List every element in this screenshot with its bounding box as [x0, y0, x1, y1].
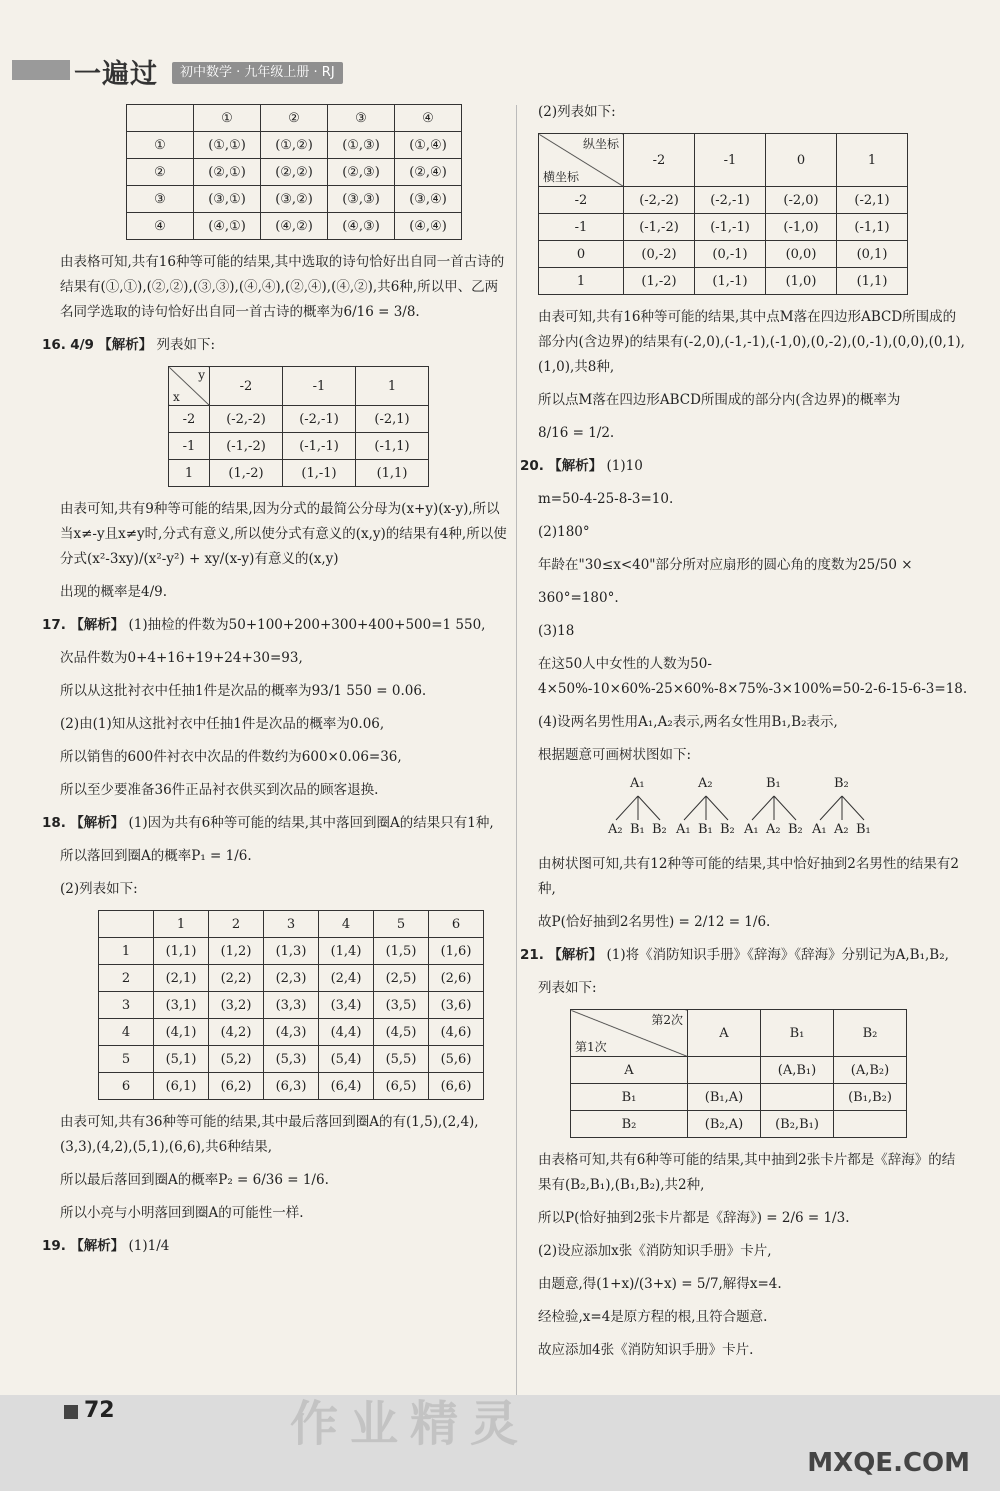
q19-l4: 所以点M落在四边形ABCD所围成的部分内(含边界)的概率为 — [538, 392, 901, 408]
table-cell — [688, 1057, 761, 1084]
table-cell: (1,6) — [429, 938, 484, 965]
table-cell: (1,1) — [154, 938, 209, 965]
table-cell: (④,②) — [261, 213, 328, 240]
table-cell: 1 — [154, 911, 209, 938]
q16-heading — [42, 333, 508, 358]
q18-table — [98, 910, 484, 1100]
q18-l3: (2)列表如下: — [60, 881, 138, 897]
tree-branch — [638, 796, 660, 820]
table-corner-cell — [539, 134, 624, 187]
table-cell: (3,4) — [319, 992, 374, 1019]
q19-number: 19. — [42, 1238, 66, 1254]
q21-l1: (1)将《消防知识手册》《辞海》《辞海》分别记为A,B₁,B₂, — [606, 947, 949, 963]
table-cell: 0 — [766, 134, 837, 187]
page-header — [0, 0, 1000, 92]
tree-root: A₂ — [698, 776, 713, 791]
table-cell: -2 — [539, 187, 624, 214]
table-cell: (4,5) — [374, 1019, 429, 1046]
table-cell: (1,2) — [209, 938, 264, 965]
tree-leaf: A₂ — [608, 822, 623, 837]
table-cell: (-1,-1) — [283, 433, 356, 460]
q19-l2: (2)列表如下: — [538, 104, 616, 120]
q20-l7: 在这50人中女性的人数为50-4×50%-10×60%-25×60%-8×75%-3×100%=50-2-6-15-6-3=18. — [538, 656, 968, 697]
tree-branch — [616, 796, 638, 820]
table-cell: (0,-1) — [695, 241, 766, 268]
table-cell: (3,5) — [374, 992, 429, 1019]
q21-l8: 故应添加4张《消防知识手册》卡片. — [538, 1342, 754, 1358]
q19-l1: (1)1/4 — [128, 1238, 170, 1254]
tree-leaf: A₂ — [834, 822, 849, 837]
table-cell: A — [688, 1010, 761, 1057]
tree-branch — [706, 796, 728, 820]
q15-text: 由表格可知,共有16种等可能的结果,其中选取的诗句恰好出自同一首古诗的结果有(①,①),(②,②),(③,③),(④,④),(②,④),(④,②),共6种,所以甲、乙两名同学选取的诗句恰好出自同一首古诗的概率为6/16 = 3/8. — [60, 254, 505, 320]
table-cell: (②,③) — [328, 159, 395, 186]
table-cell: (-1,0) — [766, 214, 837, 241]
table-cell: (A,B₂) — [834, 1057, 907, 1084]
column-divider — [516, 105, 517, 1395]
watermark-site: MXQE.COM — [807, 1448, 970, 1478]
table-cell — [761, 1084, 834, 1111]
table-cell: (B₂,B₁) — [761, 1111, 834, 1138]
q16-table — [168, 366, 429, 487]
corner-bottom-label: x — [173, 390, 180, 404]
table-cell: -2 — [169, 406, 210, 433]
table-row — [99, 992, 484, 1019]
table-cell: (-2,0) — [766, 187, 837, 214]
corner-top-label: 纵坐标 — [582, 137, 619, 151]
table-row — [127, 213, 462, 240]
q17-l2: 次品件数为0+4+16+19+24+30=93, — [60, 650, 303, 666]
table-cell: (-2,1) — [837, 187, 908, 214]
table-cell: (6,4) — [319, 1073, 374, 1100]
table-cell: (2,1) — [154, 965, 209, 992]
table-cell: (2,3) — [264, 965, 319, 992]
table-cell: 1 — [539, 268, 624, 295]
table-row — [539, 134, 908, 187]
q20-l1: (1)10 — [606, 458, 643, 474]
table-cell: (①,②) — [261, 132, 328, 159]
table-cell: 0 — [539, 241, 624, 268]
table-cell: (③,③) — [328, 186, 395, 213]
table-cell: 1 — [99, 938, 154, 965]
q20-l2: m=50-4-25-8-3=10. — [538, 491, 674, 507]
q16-text1: 由表可知,共有9种等可能的结果,因为分式的最简公分母为(x+y)(x-y),所以当x≠-y且x≠y时,分式有意义,所以使分式有意义的(x,y)的结果有4种,所以使分式(x²-3xy)/(x²-y²) + xy/(x-y)有意义的(x,y) — [60, 501, 507, 567]
q16-number: 16. — [42, 337, 66, 353]
table-cell: ① — [194, 105, 261, 132]
tree-leaf: B₁ — [856, 822, 871, 837]
q18-line1 — [42, 811, 508, 836]
table-cell: (2,5) — [374, 965, 429, 992]
q20-tag: 【解析】 — [548, 458, 603, 474]
table-cell: ② — [127, 159, 194, 186]
table-cell: (①,④) — [395, 132, 462, 159]
q20-l6: (3)18 — [538, 623, 575, 639]
tree-leaf: A₁ — [676, 822, 691, 837]
table-cell: ③ — [127, 186, 194, 213]
table-cell: 1 — [356, 367, 429, 406]
page-number: 72 — [84, 1398, 115, 1423]
book-subtitle: 初中数学 · 九年级上册 · RJ — [172, 62, 343, 84]
table-cell: -1 — [539, 214, 624, 241]
table-cell: (3,1) — [154, 992, 209, 1019]
table-cell: (1,1) — [837, 268, 908, 295]
table-cell: (④,①) — [194, 213, 261, 240]
table-cell: (B₂,A) — [688, 1111, 761, 1138]
table-cell: (③,①) — [194, 186, 261, 213]
table-cell: (B₁,B₂) — [834, 1084, 907, 1111]
table-cell: (③,②) — [261, 186, 328, 213]
table-cell: (-2,1) — [356, 406, 429, 433]
table-row — [127, 186, 462, 213]
q17-l4: (2)由(1)知从这批衬衣中任抽1件是次品的概率为0.06, — [60, 716, 385, 732]
table-cell: -1 — [283, 367, 356, 406]
table-cell: (-1,1) — [356, 433, 429, 460]
table-cell: (1,3) — [264, 938, 319, 965]
q16-answer: 4/9 — [70, 337, 94, 353]
table-cell: ④ — [127, 213, 194, 240]
table-cell: (3,3) — [264, 992, 319, 1019]
page-number-marker — [64, 1405, 78, 1419]
table-row — [169, 460, 429, 487]
table-cell: ① — [127, 132, 194, 159]
table-cell: (-2,-1) — [695, 187, 766, 214]
table-cell: A — [571, 1057, 688, 1084]
table-row — [99, 1019, 484, 1046]
table-cell: (①,①) — [194, 132, 261, 159]
q17-tag: 【解析】 — [70, 617, 125, 633]
table-cell: (5,1) — [154, 1046, 209, 1073]
tree-leaf: B₁ — [698, 822, 713, 837]
table-cell: (1,4) — [319, 938, 374, 965]
q20-l4: 年龄在"30≤x<40"部分所对应扇形的圆心角的度数为25/50 × — [538, 557, 913, 573]
table-cell: (②,②) — [261, 159, 328, 186]
table-cell: 3 — [264, 911, 319, 938]
q20-line1 — [520, 454, 968, 479]
table-cell: 4 — [99, 1019, 154, 1046]
q18-l6: 所以小亮与小明落回到圈A的可能性一样. — [60, 1205, 304, 1221]
table-cell: 2 — [209, 911, 264, 938]
tree-leaf: B₂ — [652, 822, 667, 837]
tree-leaf: B₂ — [788, 822, 803, 837]
table-cell: (B₁,A) — [688, 1084, 761, 1111]
q20-number: 20. — [520, 458, 544, 474]
table-cell: (-1,-2) — [624, 214, 695, 241]
table-corner-cell — [571, 1010, 688, 1057]
table-cell: B₁ — [761, 1010, 834, 1057]
table-row — [169, 433, 429, 460]
q17-line1 — [42, 613, 508, 638]
table-cell: B₂ — [834, 1010, 907, 1057]
table-cell: 4 — [319, 911, 374, 938]
tree-leaf: B₁ — [630, 822, 645, 837]
q19-l3: 由表可知,共有16种等可能的结果,其中点M落在四边形ABCD所围成的部分内(含边界)的结果有(-2,0),(-1,-1),(-1,0),(0,-2),(0,-1),(0,0),(0,1),(1,0),共8种, — [538, 309, 965, 375]
table-cell: 5 — [374, 911, 429, 938]
table-row — [571, 1084, 907, 1111]
table-cell: -2 — [210, 367, 283, 406]
table-cell: (②,①) — [194, 159, 261, 186]
table-row — [99, 1073, 484, 1100]
table-cell: 6 — [429, 911, 484, 938]
table-cell: ② — [261, 105, 328, 132]
tree-diagram — [538, 776, 968, 846]
q20-l9: 根据题意可画树状图如下: — [538, 747, 692, 763]
table-row — [127, 159, 462, 186]
table-cell: B₂ — [571, 1111, 688, 1138]
tree-root: A₁ — [630, 776, 645, 791]
table-cell: (④,③) — [328, 213, 395, 240]
table-cell: (6,1) — [154, 1073, 209, 1100]
q19-l5: 8/16 = 1/2. — [538, 425, 615, 441]
table-cell: (2,4) — [319, 965, 374, 992]
table-cell: (1,-1) — [695, 268, 766, 295]
q18-l5: 所以最后落回到圈A的概率P₂ = 6/36 = 1/6. — [60, 1172, 329, 1188]
table-cell: (4,6) — [429, 1019, 484, 1046]
table-cell: (6,3) — [264, 1073, 319, 1100]
header-bar — [12, 60, 70, 80]
table-cell: (2,2) — [209, 965, 264, 992]
q21-l7: 经检验,x=4是原方程的根,且符合题意. — [538, 1309, 768, 1325]
table-row — [539, 241, 908, 268]
q21-l3: 由表格可知,共有6种等可能的结果,其中抽到2张卡片都是《辞海》的结果有(B₂,B₁),(B₁,B₂),共2种, — [538, 1152, 956, 1193]
tree-leaf: B₂ — [720, 822, 735, 837]
table-cell: (4,3) — [264, 1019, 319, 1046]
q19-table — [538, 133, 908, 295]
table-cell: ④ — [395, 105, 462, 132]
table-cell: -2 — [624, 134, 695, 187]
q21-line1 — [520, 943, 968, 968]
q20-l11: 故P(恰好抽到2名男性) = 2/12 = 1/6. — [538, 914, 771, 930]
table-cell: (4,1) — [154, 1019, 209, 1046]
q21-l4: 所以P(恰好抽到2张卡片都是《辞海》) = 2/6 = 1/3. — [538, 1210, 850, 1226]
tree-root: B₂ — [834, 776, 849, 791]
table-cell: (6,5) — [374, 1073, 429, 1100]
corner-bottom-label: 横坐标 — [543, 170, 580, 184]
table-row — [571, 1057, 907, 1084]
brand-logo: 一遍过 — [74, 59, 158, 90]
table-cell: 6 — [99, 1073, 154, 1100]
table-row — [99, 965, 484, 992]
table-cell: (3,6) — [429, 992, 484, 1019]
table-cell: (5,3) — [264, 1046, 319, 1073]
table-cell: 1 — [837, 134, 908, 187]
table-cell: (A,B₁) — [761, 1057, 834, 1084]
table-cell: -1 — [695, 134, 766, 187]
q21-l2: 列表如下: — [538, 980, 597, 996]
table-cell: (0,-2) — [624, 241, 695, 268]
table-cell: (0,1) — [837, 241, 908, 268]
left-column — [42, 100, 508, 1267]
table-cell: (1,-2) — [210, 460, 283, 487]
table-cell: (①,③) — [328, 132, 395, 159]
q18-l4: 由表可知,共有36种等可能的结果,其中最后落回到圈A的有(1,5),(2,4),(3,3),(4,2),(5,1),(6,6),共6种结果, — [60, 1114, 479, 1155]
table-cell: (3,2) — [209, 992, 264, 1019]
q17-number: 17. — [42, 617, 66, 633]
q21-table — [570, 1009, 907, 1138]
table-cell: (4,2) — [209, 1019, 264, 1046]
table-cell: ③ — [328, 105, 395, 132]
table-cell: (-1,1) — [837, 214, 908, 241]
tree-branch — [684, 796, 706, 820]
q17-l3: 所以从这批衬衣中任抽1件是次品的概率为93/1 550 = 0.06. — [60, 683, 427, 699]
table-cell: 3 — [99, 992, 154, 1019]
table-cell: (5,6) — [429, 1046, 484, 1073]
table-row — [571, 1010, 907, 1057]
table-cell: (1,1) — [356, 460, 429, 487]
q21-tag: 【解析】 — [548, 947, 603, 963]
table-cell: (-2,-2) — [210, 406, 283, 433]
q16-tag: 【解析】 — [98, 337, 153, 353]
table-cell: (1,-1) — [283, 460, 356, 487]
tree-leaf: A₁ — [812, 822, 827, 837]
table-cell: (4,4) — [319, 1019, 374, 1046]
q17-l5: 所以销售的600件衬衣中次品的件数约为600×0.06=36, — [60, 749, 402, 765]
table-cell: (1,0) — [766, 268, 837, 295]
table-cell: (5,2) — [209, 1046, 264, 1073]
right-column — [520, 100, 968, 1371]
table-row — [539, 214, 908, 241]
table-cell — [99, 911, 154, 938]
corner-bottom-label: 第1次 — [575, 1040, 607, 1054]
table-row — [99, 911, 484, 938]
q20-l3: (2)180° — [538, 524, 590, 540]
table-cell: (-1,-2) — [210, 433, 283, 460]
table-row — [539, 187, 908, 214]
q17-l1: (1)抽检的件数为50+100+200+300+400+500=1 550, — [128, 617, 486, 633]
table-cell: 5 — [99, 1046, 154, 1073]
tree-branch — [820, 796, 842, 820]
corner-top-label: 第2次 — [651, 1013, 683, 1027]
table-row — [169, 406, 429, 433]
q18-number: 18. — [42, 815, 66, 831]
q20-l8: (4)设两名男性用A₁,A₂表示,两名女性用B₁,B₂表示, — [538, 714, 838, 730]
q20-l5: 360°=180°. — [538, 590, 619, 606]
table-cell: (6,2) — [209, 1073, 264, 1100]
tree-leaf: A₂ — [766, 822, 781, 837]
table-row — [99, 1046, 484, 1073]
table-cell: (③,④) — [395, 186, 462, 213]
table-cell: (5,5) — [374, 1046, 429, 1073]
table-row — [539, 268, 908, 295]
q16-intro: 列表如下: — [156, 337, 216, 353]
table-cell: (1,-2) — [624, 268, 695, 295]
table-cell: 2 — [99, 965, 154, 992]
q19-tag: 【解析】 — [70, 1238, 125, 1254]
tree-root: B₁ — [766, 776, 781, 791]
q16-text2: 出现的概率是4/9. — [60, 584, 168, 600]
table-cell: (2,6) — [429, 965, 484, 992]
table-row — [99, 938, 484, 965]
q20-l10: 由树状图可知,共有12种等可能的结果,其中恰好抽到2名男性的结果有2种, — [538, 856, 959, 897]
table-cell — [834, 1111, 907, 1138]
tree-branch — [774, 796, 796, 820]
table-cell: (6,6) — [429, 1073, 484, 1100]
q21-l5: (2)设应添加x张《消防知识手册》卡片, — [538, 1243, 772, 1259]
tree-branch — [842, 796, 864, 820]
table-cell: (④,④) — [395, 213, 462, 240]
q17-l6: 所以至少要准备36件正品衬衣供买到次品的顾客退换. — [60, 782, 379, 798]
table-row — [127, 105, 462, 132]
q15-table — [126, 104, 462, 240]
table-cell: (-2,-1) — [283, 406, 356, 433]
corner-top-label: y — [198, 368, 205, 382]
table-cell: B₁ — [571, 1084, 688, 1111]
table-corner-cell — [169, 367, 210, 406]
tree-leaf: A₁ — [744, 822, 759, 837]
table-cell — [127, 105, 194, 132]
table-row — [127, 132, 462, 159]
table-cell: (②,④) — [395, 159, 462, 186]
table-cell: 1 — [169, 460, 210, 487]
table-row — [169, 367, 429, 406]
q21-number: 21. — [520, 947, 544, 963]
q18-l2: 所以落回到圈A的概率P₁ = 1/6. — [60, 848, 252, 864]
table-cell: (-1,-1) — [695, 214, 766, 241]
table-cell: (0,0) — [766, 241, 837, 268]
table-cell: (-2,-2) — [624, 187, 695, 214]
watermark: 作业精灵 — [290, 1396, 531, 1452]
table-cell: (5,4) — [319, 1046, 374, 1073]
table-row — [571, 1111, 907, 1138]
q18-l1: (1)因为共有6种等可能的结果,其中落回到圈A的结果只有1种, — [128, 815, 494, 831]
q18-tag: 【解析】 — [70, 815, 125, 831]
tree-branch — [752, 796, 774, 820]
q19-line1 — [42, 1234, 508, 1259]
q21-l6: 由题意,得(1+x)/(3+x) = 5/7,解得x=4. — [538, 1276, 782, 1292]
table-cell: (1,5) — [374, 938, 429, 965]
table-cell: -1 — [169, 433, 210, 460]
